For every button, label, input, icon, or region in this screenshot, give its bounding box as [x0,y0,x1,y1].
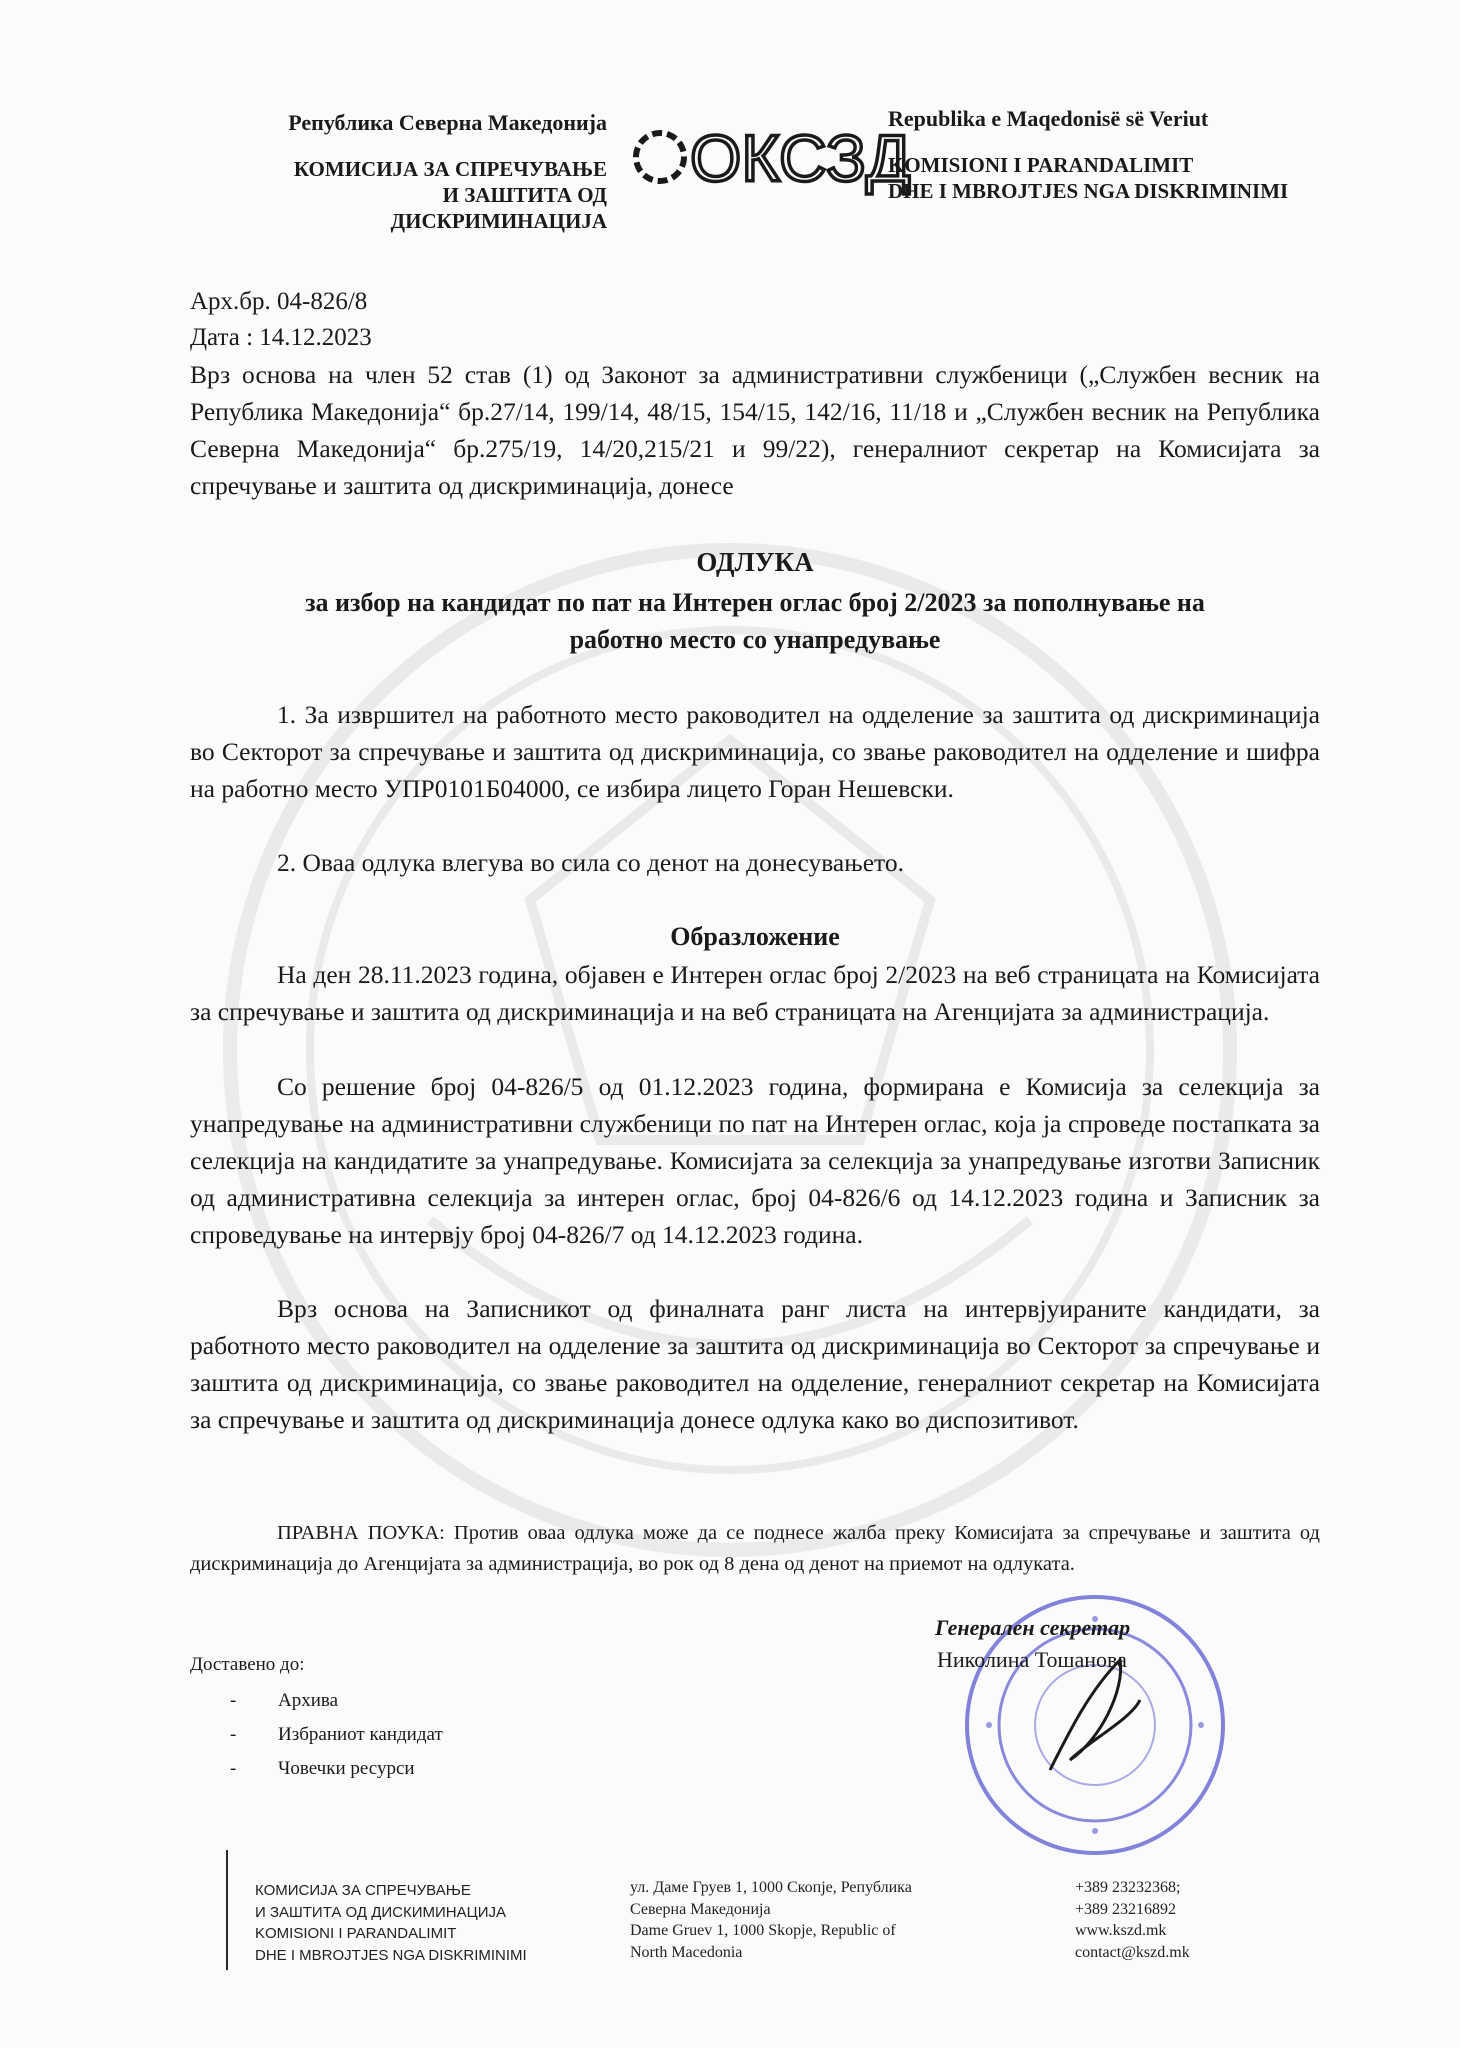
reasoning-paragraph-3: Врз основа на Записникот од финалната ранг листа на интервјуираните кандидати, за работното место раководител на одделение за заштита од дискриминација во Секторот за спречување и заштита од дискриминација, со звање раководител на одделение, генералниот секретар на Комисијата за спречување и заштита од дискриминација донесе одлука како во диспозитивот. [190,1294,1320,1434]
signature-role: Генерален секретар [935,1615,1131,1640]
header-al-commission-1: KOMISIONI I PARANDALIMIT [888,153,1194,177]
delivery-item: - Архива [230,1690,339,1711]
delivery-list [190,1648,443,1786]
header-al-country: Republika e Maqedonisë së Veriut [888,106,1209,131]
logo-text: ОКСЗД [690,121,911,195]
handwritten-signature [1030,1650,1150,1780]
decision-item-2: 2. Оваа одлука влегува во сила со денот на донесувањето. [277,848,904,877]
decision-subtitle-1: за избор на кандидат по пат на Интерен оглас број 2/2023 за пополнување на [305,588,1205,617]
footer-divider [226,1850,228,1970]
header-mk-country: Република Северна Македонија [288,110,607,135]
delivery-label: Доставено до: [190,1654,305,1675]
header-al-commission-2: DHE I MBROJTJES NGA DISKRIMINIMI [888,179,1289,203]
preamble: Врз основа на член 52 став (1) од Законот за административни службеници („Службен весник на Република Македонија“ бр.27/14, 199/14, 48/15, 154/15, 142/16, 11/18 и „Службен весник на Република Северна Македонија“ бр.275/19, 14/20,215/21 и 99/22), генералниот секретар на Комисијата за спречување и заштита од дискриминација, донесе [190,360,1320,500]
logo [628,115,911,195]
delivery-item: - Избраниот кандидат [230,1724,443,1745]
decision-title: ОДЛУКА [696,547,814,577]
document-date: Дата : 14.12.2023 [190,324,372,351]
header-mk [262,110,607,234]
header-mk-commission-2: И ЗАШТИТА ОД ДИСКРИМИНАЦИЈА [390,183,607,233]
signature-name: Николина Тошанова [937,1647,1127,1672]
reasoning-title: Образложение [670,922,840,951]
footer-address: ул. Даме Груев 1, 1000 Скопје, Република Северна Македонија Dame Gruev 1, 1000 Skopje, Republic of North Macedonia [630,1879,912,1961]
decision-item-1: 1. За извршител на работното место раководител на одделение за заштита од дискриминација во Секторот за спречување и заштита од дискриминација, со звање раководител на одделение и шифра на работно место УПР0101Б04000, се избира лицето Горан Нешевски. [190,700,1320,803]
header-al [888,106,1328,204]
archive-number: Арх.бр. 04-826/8 [190,288,368,315]
legal-notice: ПРАВНА ПОУКА: Против оваа одлука може да се поднесе жалба преку Комисијата за спречување и заштита од дискриминација до Агенцијата за администрација, во рок од 8 дена од денот на приемот на одлуката. [190,1522,1320,1575]
decision-subtitle-2: работно место со унапредување [569,625,941,654]
document-meta [190,284,372,356]
header-mk-commission-1: КОМИСИЈА ЗА СПРЕЧУВАЊЕ [293,157,607,181]
reasoning-paragraph-1: На ден 28.11.2023 година, објавен е Интерен оглас број 2/2023 на веб страницата на Комисијата за спречување и заштита од дискриминација и на веб страницата на Агенцијата за администрација. [190,960,1320,1026]
footer-org: КОМИСИЈА ЗА СПРЕЧУВАЊЕ И ЗАШТИТА ОД ДИСКИМИНАЦИЈА KOMISIONI I PARANDALIMIT DHE I MBROJTJES NGA DISKRIMINIMI [255,1882,527,1964]
footer-contact: +389 23232368; +389 23216892 www.kszd.mk contact@kszd.mk [1075,1879,1190,1961]
delivery-item: - Човечки ресурси [230,1758,415,1779]
reasoning-paragraph-2: Со решение број 04-826/5 од 01.12.2023 година, формирана е Комисија за селекција за унапредување на административни службеници по пат на Интерен оглас, која ја спроведе постапката за селекција на кандидатите за унапредување. Комисијата за селекција за унапредување изготви Записник од административна селекција за интерен оглас, број 04-826/6 од 14.12.2023 година и Записник за спроведување на интервју број 04-826/7 од 14.12.2023 година. [190,1072,1320,1249]
